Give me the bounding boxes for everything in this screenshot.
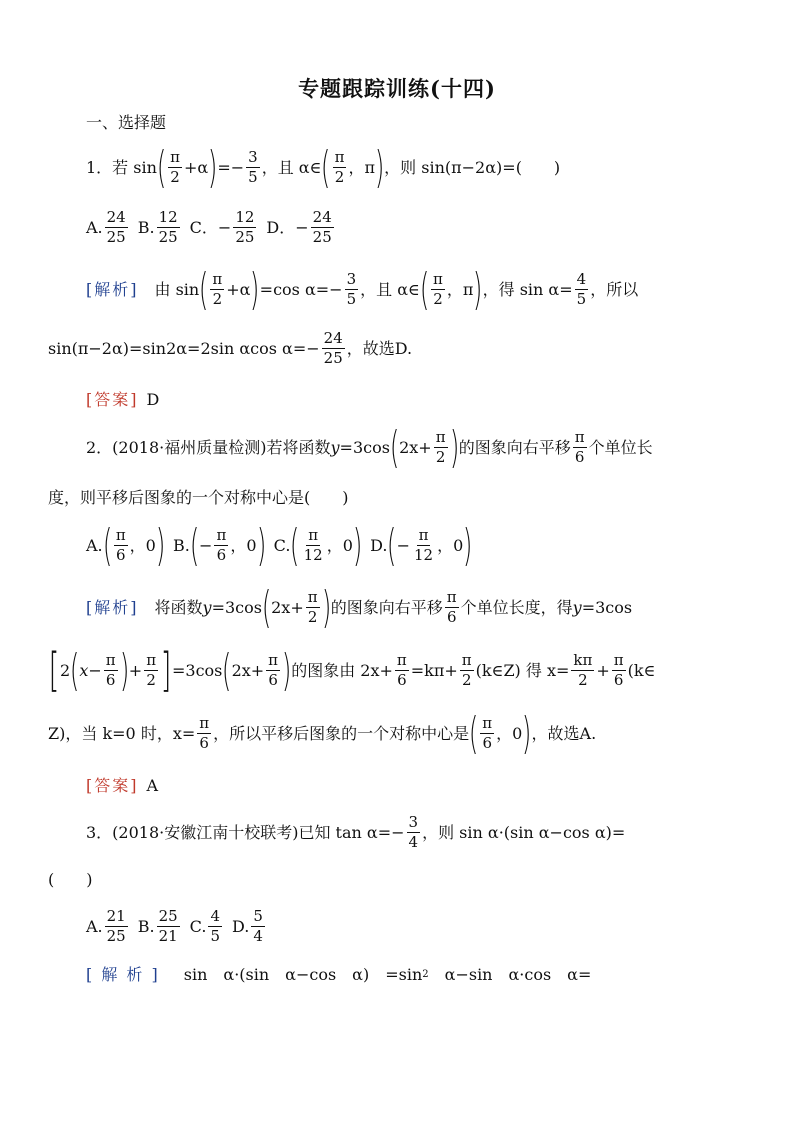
- page-title: 专题跟踪训练(十四): [298, 76, 496, 101]
- answer-tag: [答案]: [86, 390, 139, 409]
- question-1-analysis-line-2: sin(π−2α)=sin2α=2sin αcos α=− $\frac{24}{25}$ ，故选D.: [48, 329, 413, 368]
- question-3-stem-line-2: ( ): [48, 870, 93, 889]
- fraction-3-over-5: $\frac{3}{5}$: [248, 148, 258, 187]
- question-3-stem-line-1: 3．(2018·安徽江南十校联考)已知 tan α=− $\frac{3}{4}$ ，则 sin α·(sin α−cos α)=: [86, 813, 626, 852]
- question-2-stem-line-2: 度，则平移后图象的一个对称中心是( ): [48, 488, 349, 507]
- question-2-analysis-line-3: Z)，当 k=0 时，x= $\frac{\pi}{6}$ ，所以平移后图象的一个对称中心是 ( $\frac{\pi}{6}$ ，0 ) ，故选A.: [48, 708, 597, 759]
- question-1-stem: 1．若 sin ( $\frac{\pi}{2}$ +α ) =− $\frac{3}{5}$ ，且 α∈ ( $\frac{\pi}{2}$ ，π ) ，则 sin(π−2α)=( ): [86, 142, 561, 193]
- fraction-pi-over-2: $\frac{\pi}{2}$: [334, 148, 345, 187]
- question-2-analysis-line-1: [解析] 将函数 y =3cos ( 2x+ $\frac{\pi}{2}$ ) 的图象向右平移 $\frac{\pi}{6}$ 个单位长度，得 y =3cos: [86, 582, 633, 633]
- question-2-options: A. ( $\frac{\pi}{6}$ ，0 ) B. ( − $\frac{\pi}{6}$ ，0 ) C. ( $\frac{\pi}{12}$ ，0 ) D. ( − $\frac{\pi}{12}$ ，0 ): [86, 520, 473, 571]
- question-1-options: A. $\frac{24}{25}$ B. $\frac{12}{25}$ C．− $\frac{12}{25}$ D．− $\frac{24}{25}$: [86, 208, 332, 247]
- question-3-analysis-line-1: [ 解 析 ] sin α·(sin α−cos α) =sin 2 α−sin α·cos α=: [86, 965, 592, 984]
- question-1-analysis-line-1: [解析] 由 sin ( $\frac{\pi}{2}$ +α ) =cos α=− $\frac{3}{5}$ ，且 α∈ ( $\frac{\pi}{2}$ ，π ) ，得 sin α= $\frac{4}{5}$ ，所以: [86, 264, 639, 315]
- question-1-answer: [答案] D: [86, 390, 160, 409]
- question-2-answer: [答案] A: [86, 776, 159, 795]
- question-2-analysis-line-2: [ 2 ( x− $\frac{\pi}{6}$ ) + $\frac{\pi}{2}$ ] =3cos ( 2x+ $\frac{\pi}{6}$ ) 的图象由 2x+ $\frac{\pi}{6}$ =kπ+ $\frac{\pi}{2}$ (k∈Z) 得 x= $\frac{k\pi}{2}$ + $\frac{\pi}{6}$ (k∈: [48, 643, 656, 697]
- analysis-tag: [解析]: [86, 279, 139, 299]
- fraction-pi-over-2: $\frac{\pi}{2}$: [170, 148, 180, 187]
- question-3-options: A. $\frac{21}{25}$ B. $\frac{25}{21}$ C. $\frac{4}{5}$ D. $\frac{5}{4}$: [86, 907, 263, 946]
- question-2-stem-line-1: 2．(2018·福州质量检测)若将函数 y =3cos ( 2x+ $\frac{\pi}{2}$ ) 的图象向右平移 $\frac{\pi}{6}$ 个单位长: [86, 422, 653, 473]
- section-heading: 一、选择题: [86, 113, 167, 132]
